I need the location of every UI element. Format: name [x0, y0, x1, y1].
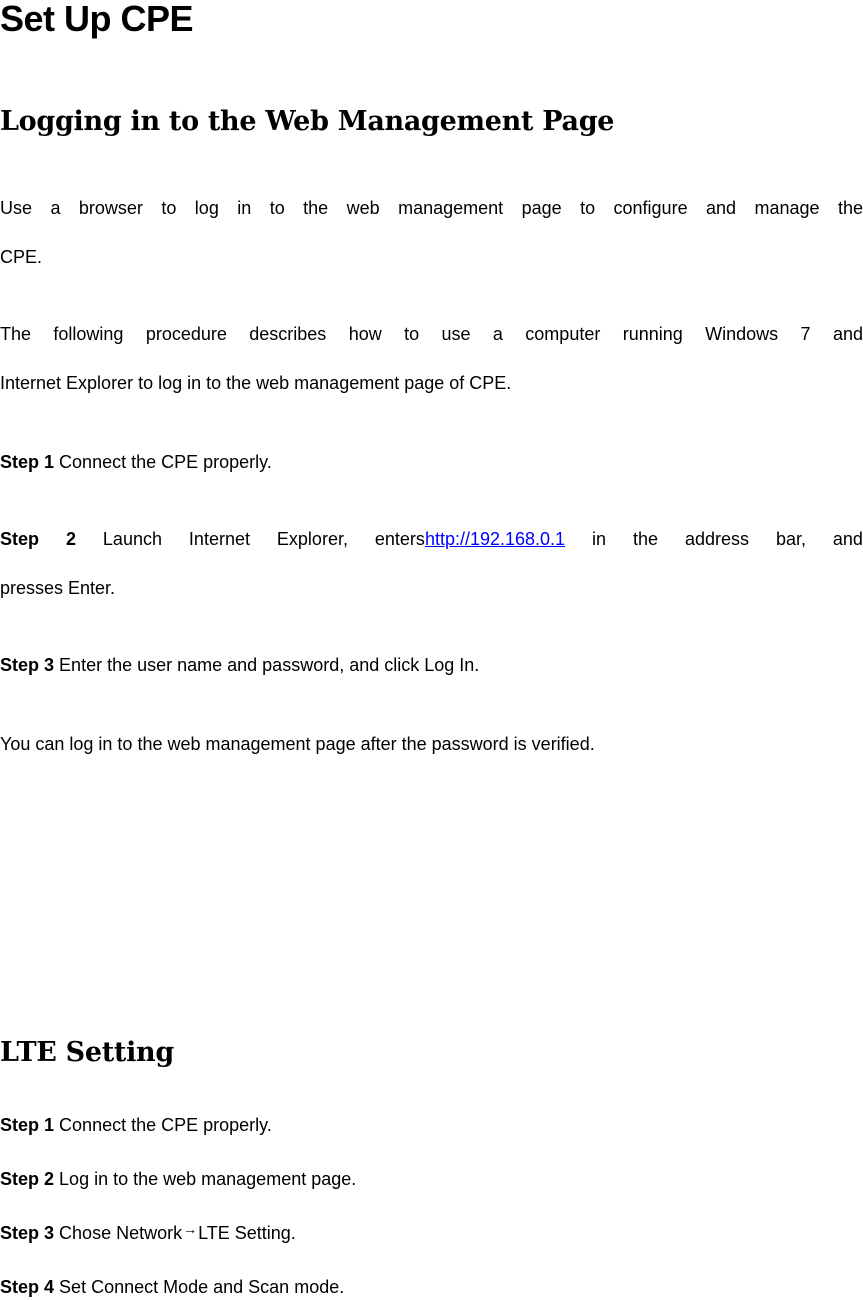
procedure-paragraph-line2: Internet Explorer to log in to the web management page of CPE.: [0, 373, 512, 393]
login-step-2: [0, 527, 863, 551]
login-step-1: [0, 450, 863, 474]
step-label: Step 2: [0, 1169, 55, 1189]
page-title: Set Up CPE: [0, 0, 194, 39]
procedure-paragraph-line1: The following procedure describes how to use a computer running Windows 7 and: [0, 324, 863, 344]
step-label: Step 2: [0, 529, 76, 549]
step-label: Step 3: [0, 1223, 55, 1243]
step-label: Step 3: [0, 655, 55, 675]
lte-step-3: [0, 1221, 863, 1246]
login-step-3: [0, 653, 863, 677]
step-text: Set Connect Mode and Scan mode.: [59, 1277, 345, 1297]
login-step-2-line2: presses Enter.: [0, 578, 116, 598]
step-text-continued: LTE Setting.: [198, 1223, 296, 1243]
intro-paragraph-line1: Use a browser to log in to the web management page to configure and manage the: [0, 198, 863, 218]
step-text: Connect the CPE properly.: [59, 452, 272, 472]
step-label: Step 4: [0, 1277, 55, 1297]
lte-step-2: [0, 1167, 863, 1191]
step-text: Connect the CPE properly.: [59, 1115, 272, 1135]
step-text: Chose Network: [59, 1223, 183, 1243]
step-text: Enter the user name and password, and click Log In.: [59, 655, 480, 675]
step-label: Step 1: [0, 1115, 55, 1135]
right-arrow-icon: →: [183, 1221, 198, 1237]
step-text-continued: in the address bar, and: [592, 529, 863, 549]
step-text: Launch Internet Explorer, enters: [102, 529, 425, 549]
address-link[interactable]: http://192.168.0.1: [424, 529, 566, 549]
closing-paragraph: You can log in to the web management page after the password is verified.: [0, 734, 595, 754]
step-text: Log in to the web management page.: [59, 1169, 357, 1189]
step-label: Step 1: [0, 452, 55, 472]
section-title-lte: LTE Setting: [0, 1037, 174, 1068]
section-title-login: Logging in to the Web Management Page: [0, 106, 615, 137]
lte-step-4: [0, 1275, 863, 1299]
lte-step-1: [0, 1113, 863, 1137]
intro-paragraph-line2: CPE.: [0, 247, 43, 267]
